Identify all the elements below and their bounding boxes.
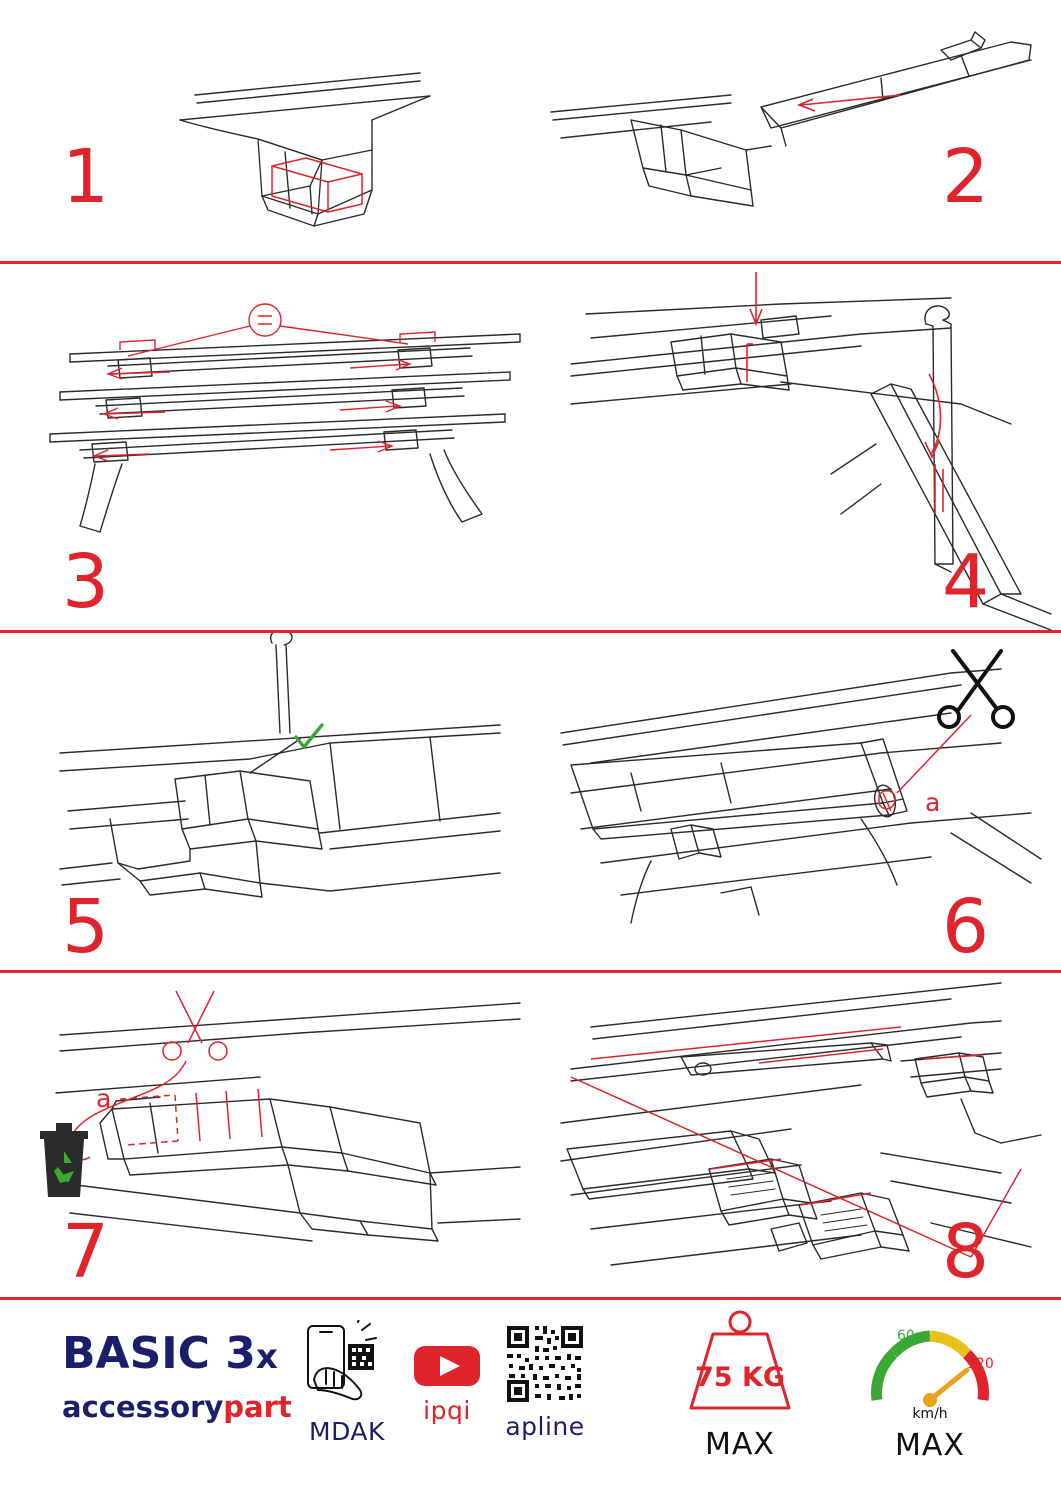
speed-max-label: 120 (967, 1356, 994, 1372)
max-speed-caption: MAX (895, 1428, 965, 1463)
speed-min-label: 60 (897, 1328, 915, 1344)
max-load-indicator (660, 1308, 820, 1462)
step-number-2: 2 (942, 134, 989, 220)
step-number-8: 8 (942, 1209, 989, 1295)
speedometer-icon (855, 1304, 1005, 1424)
logo-mdak-caption: MDAK (309, 1417, 385, 1446)
max-speed-indicator (845, 1304, 1015, 1463)
logo-apline (480, 1322, 610, 1441)
label-a-step7: a (96, 1084, 112, 1113)
label-a-step6: a (925, 788, 941, 817)
step-panel-3 (0, 264, 530, 630)
weight-icon (665, 1308, 815, 1423)
step-number-4: 4 (942, 539, 989, 625)
step-panel-5 (0, 633, 530, 970)
footer (0, 1300, 1061, 1500)
step-panel-4 (531, 264, 1061, 630)
step-number-5: 5 (62, 884, 109, 970)
youtube-icon[interactable] (412, 1340, 482, 1390)
qr-code-icon[interactable] (503, 1322, 587, 1406)
step-number-1: 1 (62, 134, 109, 220)
max-load-value: 75 KG (694, 1362, 786, 1393)
step-panel-2 (531, 0, 1061, 261)
speed-unit-label: km/h (912, 1406, 948, 1422)
brand-block (62, 1330, 292, 1423)
max-load-caption: MAX (705, 1427, 775, 1462)
step-panel-8 (531, 973, 1061, 1297)
step-1-illustration (0, 0, 530, 261)
step-panel-1 (0, 0, 530, 261)
logo-apline-caption-text: apline (505, 1412, 585, 1441)
product-title-text: BASIC 3 (62, 1328, 256, 1379)
step-panel-7 (0, 973, 530, 1297)
step-2-illustration (531, 0, 1061, 261)
product-title-suffix: x (255, 1337, 278, 1377)
logo-apline-caption (480, 1412, 610, 1441)
qr-scan-hand-icon (292, 1320, 402, 1406)
brand-suffix: part (223, 1390, 292, 1424)
step-number-6: 6 (942, 884, 989, 970)
step-number-7: 7 (62, 1209, 109, 1295)
step-number-3: 3 (62, 539, 109, 625)
step-panel-6 (531, 633, 1061, 970)
logo-ipqi-caption: ipqi (423, 1396, 471, 1425)
brand-prefix: accessory (62, 1390, 224, 1424)
product-title (62, 1330, 292, 1381)
brand-name (62, 1391, 292, 1423)
logo-mdak (292, 1320, 402, 1446)
